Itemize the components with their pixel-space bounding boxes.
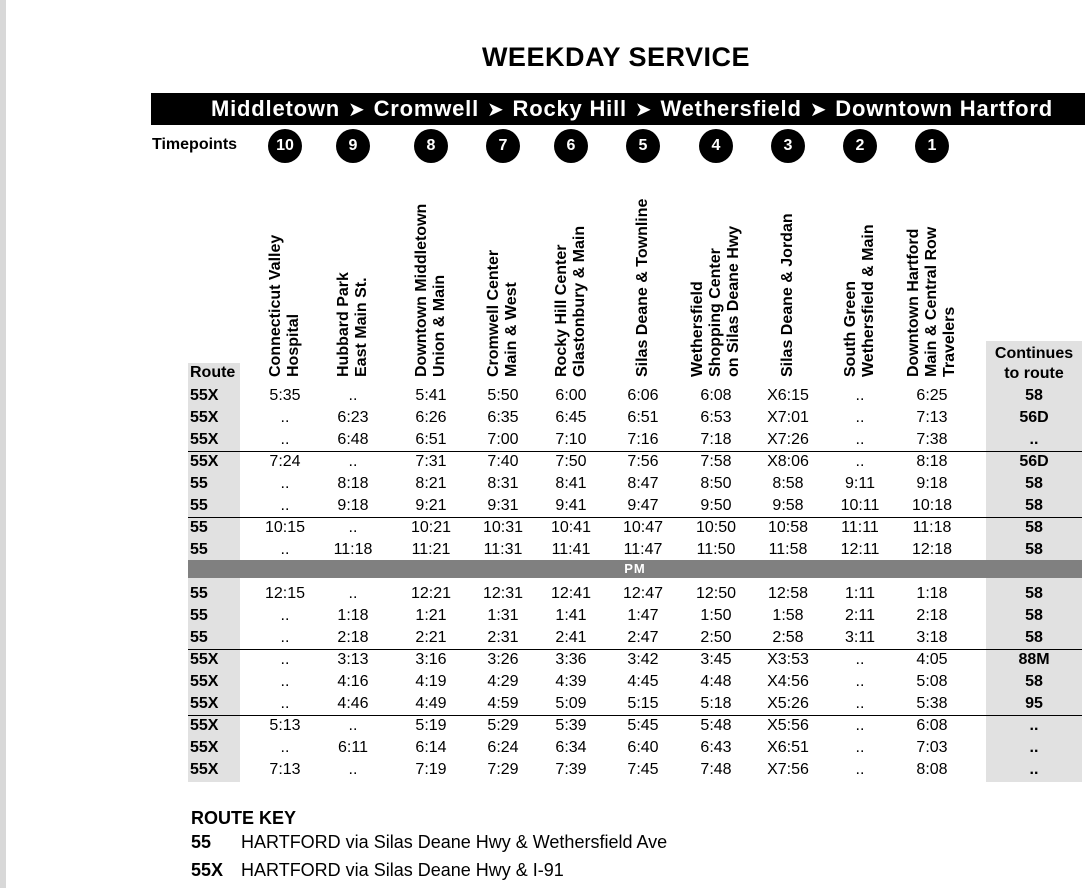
time-cell: 6:25 [916,387,948,404]
route-cell: 55X [190,761,219,778]
time-cell: 9:21 [415,497,447,514]
time-cell: 10:47 [622,519,664,536]
time-cell: 1:18 [916,585,948,602]
time-cell: 6:35 [487,409,519,426]
time-cell: 5:19 [415,717,447,734]
time-cell: .. [855,453,865,470]
time-cell: 5:41 [415,387,447,404]
time-cell: 12:58 [767,585,809,602]
row-group-divider [188,649,1082,650]
time-cell: 3:18 [916,629,948,646]
route-cell: 55 [190,629,208,646]
continues-header-line: Continues [994,345,1074,362]
time-cell: 6:34 [555,739,587,756]
time-cell: 6:14 [415,739,447,756]
timepoint-9-badge: 9 [336,129,370,163]
time-cell: 3:42 [627,651,659,668]
time-cell: X7:01 [767,409,809,426]
arrow-icon: ➤ [486,98,505,121]
arrow-icon: ➤ [809,98,828,121]
stop-header-line: on Silas Deane Hwy [725,225,742,377]
continues-cell: 95 [1025,695,1043,712]
timepoint-10-badge: 10 [268,129,302,163]
timepoint-4-badge: 4 [699,129,733,163]
continues-header-line: to route [1004,365,1064,382]
time-cell: 1:11 [845,585,875,602]
stop-header-line: Downtown Middletown [413,203,430,377]
route-key-title: ROUTE KEY [191,808,297,828]
time-cell: 4:16 [337,673,369,690]
route-cell: 55X [190,717,219,734]
time-cell: 12:47 [622,585,664,602]
time-cell: 11:11 [841,519,879,536]
time-cell: 5:38 [916,695,948,712]
time-cell: 6:51 [627,409,659,426]
time-cell: 4:29 [487,673,519,690]
time-cell: 12:21 [410,585,452,602]
time-cell: .. [348,761,358,778]
time-cell: 6:08 [916,717,948,734]
time-cell: 9:18 [337,497,369,514]
time-cell: 5:39 [555,717,587,734]
time-cell: 7:31 [415,453,447,470]
time-cell: .. [855,651,865,668]
time-cell: 4:46 [337,695,369,712]
time-cell: 9:50 [700,497,732,514]
time-cell: 7:50 [555,453,587,470]
continues-cell: .. [1029,761,1039,778]
time-cell: 11:31 [483,541,523,558]
stop-header-line: Cromwell Center [485,249,502,377]
time-cell: 5:45 [627,717,659,734]
route-key-item [191,860,564,881]
time-cell: .. [280,541,290,558]
stop-header-line: Hubbard Park [335,272,352,377]
stop-header [335,272,371,377]
time-cell: 11:47 [623,541,663,558]
time-cell: 4:59 [487,695,519,712]
time-cell: 12:11 [840,541,880,558]
timepoint-2-badge: 2 [843,129,877,163]
time-cell: 8:18 [916,453,948,470]
pm-divider: PM [188,560,1082,578]
time-cell: .. [280,629,290,646]
time-cell: 10:15 [264,519,306,536]
time-cell: 8:21 [415,475,447,492]
time-cell: 2:50 [700,629,732,646]
stop-header-line: Main & West [503,282,520,377]
time-cell: 12:41 [550,585,592,602]
continues-cell: 58 [1025,629,1043,646]
time-cell: 9:41 [555,497,587,514]
time-cell: 2:31 [487,629,519,646]
time-cell: 12:15 [264,585,306,602]
time-cell: 12:18 [911,541,953,558]
time-cell: 7:29 [487,761,519,778]
time-cell: 12:50 [695,585,737,602]
town-rocky-hill: Rocky Hill [512,96,627,121]
time-cell: .. [280,497,290,514]
time-cell: 7:45 [627,761,659,778]
stop-header [485,250,521,377]
continues-cell: 58 [1025,475,1043,492]
time-cell: 10:18 [911,497,953,514]
time-cell: 8:50 [700,475,732,492]
time-cell: 4:19 [415,673,447,690]
time-cell: .. [348,717,358,734]
time-cell: 11:18 [333,541,373,558]
time-cell: 9:58 [772,497,804,514]
time-cell: 4:45 [627,673,659,690]
time-cell: 6:51 [415,431,447,448]
continues-cell: 58 [1025,497,1043,514]
stop-header [689,226,743,377]
time-cell: 9:11 [845,475,875,492]
stop-header-line: South Green [842,280,859,377]
time-cell: 2:18 [337,629,369,646]
time-cell: 6:48 [337,431,369,448]
time-cell: 6:24 [487,739,519,756]
time-cell: 5:29 [487,717,519,734]
time-cell: 7:00 [487,431,519,448]
time-cell: X7:56 [767,761,809,778]
time-cell: 7:38 [916,431,948,448]
continues-cell: 56D [1019,409,1049,426]
time-cell: 12:31 [482,585,524,602]
time-cell: X5:56 [767,717,809,734]
time-cell: X4:56 [767,673,809,690]
time-cell: 7:03 [916,739,948,756]
time-cell: 8:47 [627,475,659,492]
time-cell: .. [855,695,865,712]
time-cell: 3:13 [337,651,369,668]
time-cell: 8:31 [487,475,519,492]
time-cell: 6:06 [627,387,659,404]
continues-cell: 58 [1025,585,1043,602]
time-cell: .. [280,651,290,668]
time-cell: 8:08 [916,761,948,778]
time-cell: 1:18 [337,607,369,624]
stop-header-line: Main & Central Row [923,226,940,377]
time-cell: 7:58 [700,453,732,470]
time-cell: 2:11 [845,607,875,624]
route-cell: 55 [190,541,208,558]
time-cell: 3:45 [700,651,732,668]
time-cell: 7:24 [269,453,301,470]
time-cell: 5:50 [487,387,519,404]
timepoint-5-badge: 5 [626,129,660,163]
route-key-description: HARTFORD via Silas Deane Hwy & Wethersfield Ave [241,832,668,852]
stop-header-line: Silas Deane & Jordan [779,213,796,377]
time-cell: 2:58 [772,629,804,646]
route-cell: 55 [190,585,208,602]
continues-cell: 56D [1019,453,1049,470]
continues-cell: 88M [1018,651,1050,668]
route-cell: 55X [190,651,219,668]
time-cell: .. [855,409,865,426]
stop-header [634,199,652,377]
route-cell: 55X [190,673,219,690]
time-cell: 1:41 [555,607,587,624]
time-cell: X6:15 [767,387,809,404]
time-cell: .. [280,695,290,712]
time-cell: 6:23 [337,409,369,426]
time-cell: 1:31 [487,607,519,624]
time-cell: 7:40 [487,453,519,470]
stop-header-line: Rocky Hill Center [553,244,570,377]
continues-cell: 58 [1025,519,1043,536]
time-cell: 7:13 [269,761,301,778]
arrow-icon: ➤ [634,98,653,121]
time-cell: 9:31 [487,497,519,514]
time-cell: 8:58 [772,475,804,492]
route-cell: 55X [190,431,219,448]
time-cell: 2:41 [555,629,587,646]
time-cell: 1:21 [415,607,447,624]
time-cell: 11:18 [912,519,952,536]
stop-header [779,213,797,377]
continues-column-header [986,344,1082,384]
time-cell: 7:48 [700,761,732,778]
time-cell: 10:41 [550,519,592,536]
stop-header [842,224,878,377]
route-cell: 55 [190,607,208,624]
route-cell: 55X [190,739,219,756]
time-cell: X7:26 [767,431,809,448]
stop-header [553,226,589,377]
time-cell: 3:26 [487,651,519,668]
stop-header-line: Wethersfield [689,281,706,377]
continues-cell: 58 [1025,541,1043,558]
time-cell: .. [280,739,290,756]
time-cell: 2:18 [916,607,948,624]
time-cell: 6:40 [627,739,659,756]
time-cell: .. [348,519,358,536]
time-cell: 6:43 [700,739,732,756]
time-cell: 9:18 [916,475,948,492]
time-cell: 5:18 [700,695,732,712]
stop-header-line: Silas Deane & Townline [634,198,651,377]
stop-header [413,204,449,377]
page-edge [0,0,6,888]
page-title: WEEKDAY SERVICE [481,42,751,72]
time-cell: 6:45 [555,409,587,426]
route-cell: 55X [190,453,219,470]
time-cell: 4:49 [415,695,447,712]
stop-header-line: Union & Main [431,274,448,377]
route-key-item [191,832,667,853]
stop-header [905,227,959,377]
time-cell: 7:18 [700,431,732,448]
time-cell: 10:50 [695,519,737,536]
time-cell: .. [280,409,290,426]
time-cell: .. [855,717,865,734]
timepoint-3-badge: 3 [771,129,805,163]
time-cell: 5:09 [555,695,587,712]
time-cell: .. [348,585,358,602]
time-cell: 5:13 [269,717,301,734]
time-cell: 1:47 [627,607,659,624]
time-cell: .. [855,431,865,448]
time-cell: 1:58 [772,607,804,624]
time-cell: 1:50 [700,607,732,624]
route-cell: 55 [190,519,208,536]
time-cell: 10:11 [840,497,880,514]
continues-cell: .. [1029,739,1039,756]
time-cell: .. [280,607,290,624]
timepoint-8-badge: 8 [414,129,448,163]
town-middletown: Middletown [211,96,340,121]
row-group-divider [188,451,1082,452]
stop-header-line: Wethersfield & Main [860,224,877,377]
time-cell: 5:35 [269,387,301,404]
time-cell: 7:19 [415,761,447,778]
time-cell: 8:41 [555,475,587,492]
time-cell: 10:21 [410,519,452,536]
timepoints-label: Timepoints [152,136,238,153]
stop-header-line: Hospital [285,313,302,377]
row-group-divider [188,715,1082,716]
route-column-header: Route [190,364,236,381]
time-cell: .. [855,761,865,778]
stop-header-line: Connecticut Valley [267,234,284,377]
time-cell: .. [280,673,290,690]
time-cell: 6:08 [700,387,732,404]
time-cell: 2:21 [415,629,447,646]
time-cell: 7:56 [627,453,659,470]
time-cell: 3:11 [845,629,875,646]
time-cell: .. [280,475,290,492]
town-downtown-hartford: Downtown Hartford [835,96,1053,121]
time-cell: .. [855,739,865,756]
time-cell: 11:50 [696,541,736,558]
time-cell: X3:53 [767,651,809,668]
stop-header-line: Travelers [941,306,958,377]
route-direction-bar [151,93,1085,125]
stop-header-line: East Main St. [353,277,370,377]
time-cell: 7:39 [555,761,587,778]
time-cell: 10:58 [767,519,809,536]
route-cell: 55 [190,497,208,514]
stop-header-line: Downtown Hartford [905,228,922,377]
route-key-description: HARTFORD via Silas Deane Hwy & I-91 [241,860,564,880]
time-cell: X8:06 [767,453,809,470]
timepoint-7-badge: 7 [486,129,520,163]
time-cell: 6:26 [415,409,447,426]
time-cell: 5:48 [700,717,732,734]
route-cell: 55 [190,475,208,492]
continues-cell: 58 [1025,387,1043,404]
continues-cell: 58 [1025,607,1043,624]
time-cell: .. [855,673,865,690]
stop-header-line: Glastonbury & Main [571,225,588,377]
time-cell: 7:16 [627,431,659,448]
time-cell: 6:53 [700,409,732,426]
time-cell: 5:15 [627,695,659,712]
route-key-code: 55 [191,832,212,852]
time-cell: 6:00 [555,387,587,404]
time-cell: 4:05 [916,651,948,668]
row-group-divider [188,517,1082,518]
route-cell: 55X [190,387,219,404]
time-cell: 3:16 [415,651,447,668]
time-cell: 9:47 [627,497,659,514]
time-cell: 6:11 [338,739,368,756]
route-cell: 55X [190,695,219,712]
town-cromwell: Cromwell [373,96,479,121]
time-cell: 7:13 [916,409,948,426]
time-cell: 5:08 [916,673,948,690]
time-cell: 8:18 [337,475,369,492]
time-cell: .. [348,453,358,470]
time-cell: 2:47 [627,629,659,646]
stop-header [267,235,303,377]
time-cell: 10:31 [482,519,524,536]
time-cell: 7:10 [555,431,587,448]
time-cell: X6:51 [767,739,809,756]
time-cell: 11:21 [411,541,451,558]
time-cell: .. [855,387,865,404]
route-key-code: 55X [191,860,224,880]
continues-cell: .. [1029,717,1039,734]
time-cell: 3:36 [555,651,587,668]
time-cell: 11:58 [768,541,808,558]
timepoint-1-badge: 1 [915,129,949,163]
town-wethersfield: Wethersfield [660,96,802,121]
stop-header-line: Shopping Center [707,248,724,377]
continues-cell: 58 [1025,673,1043,690]
time-cell: .. [280,431,290,448]
time-cell: 4:39 [555,673,587,690]
time-cell: X5:26 [767,695,809,712]
time-cell: 11:41 [551,541,591,558]
timepoint-6-badge: 6 [554,129,588,163]
continues-cell: .. [1029,431,1039,448]
arrow-icon: ➤ [348,98,366,121]
route-cell: 55X [190,409,219,426]
time-cell: .. [348,387,358,404]
time-cell: 4:48 [700,673,732,690]
